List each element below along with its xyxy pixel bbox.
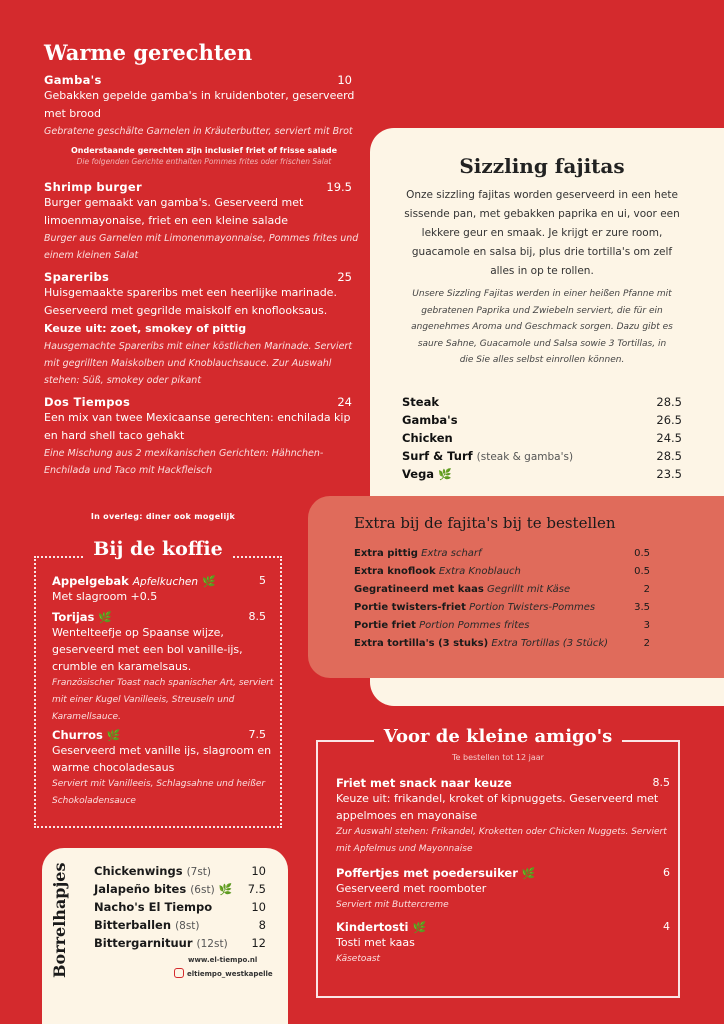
koffie-section [34,538,282,828]
borrel-item: Chickenwings (7st) 10 [94,864,266,878]
menu-item: Friet met snack naar keuze 8.5 Keuze uit: frikandel, kroket of kipnuggets. Geserveerd met appelmoes en mayonaise Zur Auswahl stehen: Frikandel, Kroketten oder Chicken Nuggets. Serviert mit Apfelmus und Mayonnaise [336,776,670,854]
leaf-icon: 🌿 [202,575,216,588]
menu-item: Torijas 🌿 8.5 Wentelteefje op Spaanse wijze, geserveerd met een bol vanille-ijs, crumble en karamelsaus. Französischer Toast nach spanischer Art, serviert mit einer Kugel Vanilleeis, Streuseln und Karamellsauce. [52,610,274,722]
website-link[interactable]: www.el-tiempo.nl [188,956,258,964]
fajita-title: Sizzling fajitas [459,154,625,178]
overleg-note: In overleg: diner ook mogelijk [90,512,236,521]
menu-item: Churros 🌿 7.5 Geserveerd met vanille ijs, slagroom en warme chocoladesaus Serviert mit Vanilleeis, Schlagsahne und heißer Schokoladensauce [52,728,272,806]
menu-item: Kindertosti 🌿 4 Tosti met kaas Käsetoast [336,920,670,964]
menu-item: Shrimp burger 19.5 Burger gemaakt van gamba's. Geserveerd met limoenmayonaise, friet en een kleine salade Burger aus Garnelen mit Limonenmayonnaise, Pommes frites und einem kleinen Salat [44,180,359,261]
leaf-icon: 🌿 [412,921,427,934]
menu-item: Spareribs 25 Huisgemaakte spareribs met een heerlijke marinade. Geserveerd met gegrilde maiskolf en knoflooksaus. Keuze uit: zoet, smokey of pittig Hausgemachte Spareribs mit einer köstlichen Marinade. Serviert mit gegrillten Maiskolben und Knoblauchsauce. Zur Auswahl stehen: Süß, smokey oder pikant [44,270,353,386]
menu-item: Dos Tiempos 24 Een mix van twee Mexicaanse gerechten: enchilada kip en hard shell taco gehakt Eine Mischung aus 2 mexikanischen Gerichten: Hähnchen-Enchilada und Taco mit Hackfleisch [44,395,352,476]
fajita-intro-de: Unsere Sizzling Fajitas werden in einer heißen Pfanne mit gebratenen Paprika und Zwiebeln serviert, die für ein angenehmes Aroma und Geschmack sorgen. Dazu gibt es saure Sahne, Guacamole und Salsa sowie 3 Tortillas, in die Sie alles selbst einrollen können. [411,289,673,365]
menu-item: Gamba's 10 Gebakken gepelde gamba's in kruidenboter, geserveerd met brood Gebratene geschälte Garnelen in Kräuterbutter, serviert mit Brot [44,73,355,137]
leaf-icon: 🌿 [218,883,233,896]
extra-item: Extra pittig Extra scharf 0.5 [354,548,650,559]
fajita-item: Chicken 24.5 [402,431,682,445]
extra-item: Extra tortilla's (3 stuks) Extra Tortillas (3 Stück) 2 [354,638,650,649]
extra-item: Portie friet Portion Pommes frites 3 [354,620,650,631]
leaf-icon: 🌿 [98,611,113,624]
note-de: Die folgenden Gerichte enthalten Pommes frites oder frischen Salat [76,157,332,166]
extra-item: Portie twisters-friet Portion Twisters-Pommes 3.5 [354,602,650,613]
koffie-title: Bij de koffie [85,538,231,560]
fajita-item: Steak 28.5 [402,395,682,409]
amigo-section [316,726,680,998]
borrel-item: Bitterballen (8st) 8 [94,918,266,932]
borrel-title: Borrelhapjes [50,862,69,978]
borrel-item: Bittergarnituur (12st) 12 [94,936,266,950]
warm-section [44,40,364,485]
instagram-link[interactable]: eltiempo_westkapelle [174,968,273,978]
extra-panel [308,496,724,678]
fajita-intro: Onze sizzling fajitas worden geserveerd in een hete sissende pan, met gebakken paprika en ui, voor een lekkere geur en smaak. Je krijgt er zure room, guacamole en salsa bij, plus drie tortilla's om zelf alles in op te rollen. [404,189,680,277]
amigo-title: Voor de kleine amigo's [374,726,623,747]
menu-item: Poffertjes met poedersuiker 🌿 6 Geserveerd met roomboter Serviert mit Buttercreme [336,866,670,910]
extra-item: Gegratineerd met kaas Gegrillt mit Käse 2 [354,584,650,595]
extra-item: Extra knoflook Extra Knoblauch 0.5 [354,566,650,577]
borrel-item: Jalapeño bites (6st) 🌿 7.5 [94,882,266,896]
leaf-icon: 🌿 [438,468,452,481]
leaf-icon: 🌿 [521,867,536,880]
instagram-icon [174,968,184,978]
extra-title: Extra bij de fajita's bij te bestellen [354,514,616,532]
amigo-subtitle: Te bestellen tot 12 jaar [452,753,544,762]
fajita-item: Gamba's 26.5 [402,413,682,427]
borrel-item: Nacho's El Tiempo 10 [94,900,266,914]
note: Onderstaande gerechten zijn inclusief friet of frisse salade [70,146,338,155]
leaf-icon: 🌿 [106,729,121,742]
fajita-item: Vega 🌿 23.5 [402,467,682,481]
menu-item: Appelgebak Apfelkuchen 🌿 5 Met slagroom +0.5 [52,574,266,603]
fajita-item: Surf & Turf (steak & gamba's) 28.5 [402,449,682,463]
warm-title: Warme gerechten [44,40,253,65]
borrel-panel [42,848,288,1024]
